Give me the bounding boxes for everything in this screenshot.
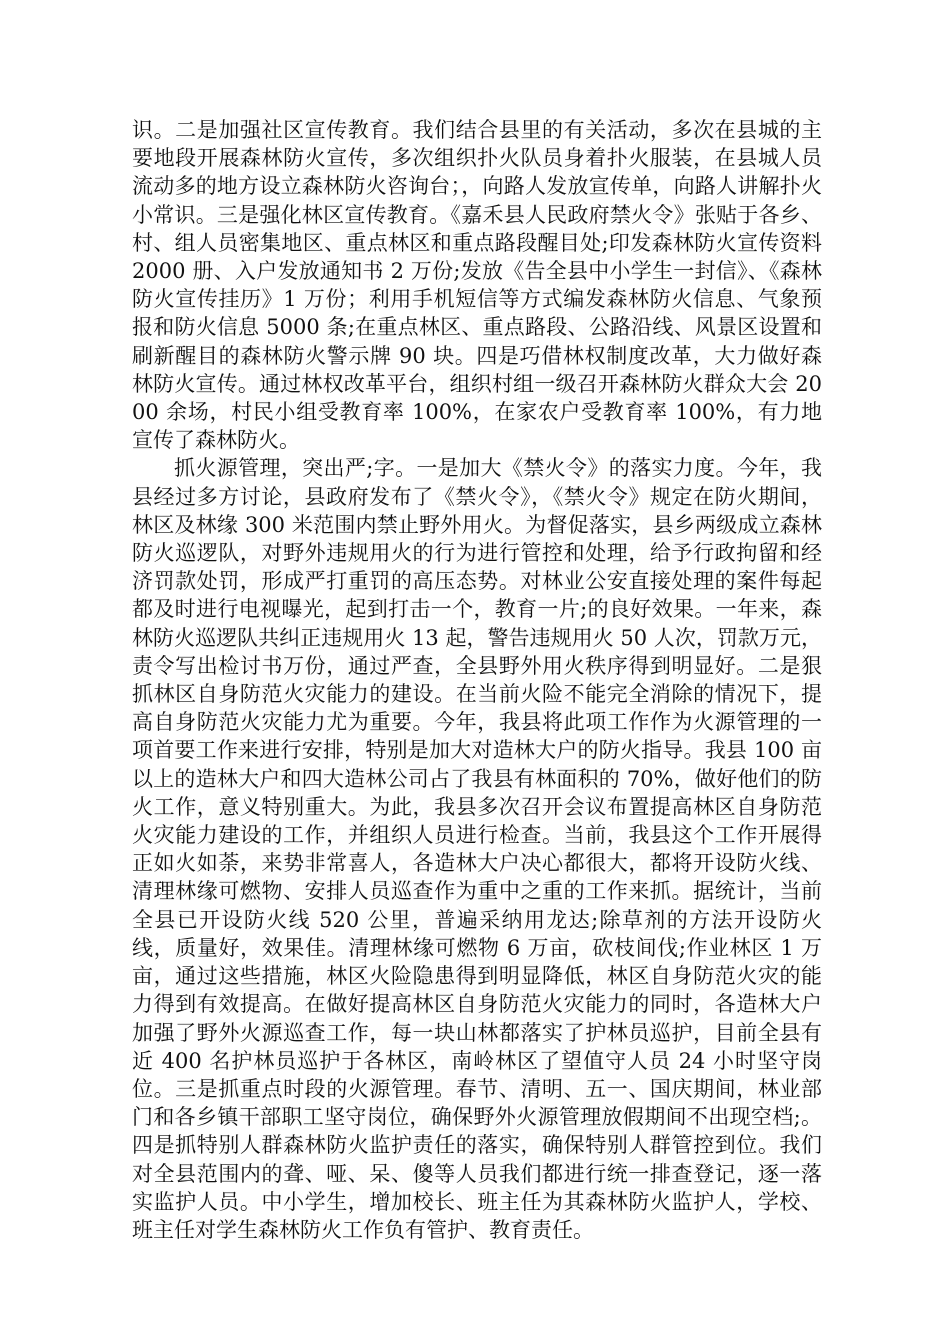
- document-page: [132, 116, 822, 1244]
- paragraph-publicity: 识。二是加强社区宣传教育。我们结合县里的有关活动，多次在县城的主要地段开展森林防火宣传，多次组织扑火队员身着扑火服装，在县城人员流动多的地方设立森林防火咨询台；，向路人发放宣传单，向路人讲解扑火小常识。三是强化林区宣传教育。《嘉禾县人民政府禁火令》张贴于各乡、村、组人员密集地区、重点林区和重点路段醒目处;印发森林防火宣传资料 2000 册、入户发放通知书 2 万份;发放《告全县中小学生一封信》、《森林防火宣传挂历》1 万份；利用手机短信等方式编发森林防火信息、气象预报和防火信息 5000 条;在重点林区、重点路段、公路沿线、风景区设置和刷新醒目的森林防火警示牌 90 块。四是巧借林权制度改革，大力做好森林防火宣传。通过林权改革平台，组织村组一级召开森林防火群众大会 2000 余场，村民小组受教育率 100%，在家农户受教育率 100%，有力地宣传了森林防火。: [132, 118, 822, 453]
- paragraph-fire-source-management: 抓火源管理，突出严;字。一是加大《禁火令》的落实力度。今年，我县经过多方讨论，县政府发布了《禁火令》，《禁火令》规定在防火期间，林区及林缘 300 米范围内禁止野外用火。为督促落实，县乡两级成立森林防火巡逻队，对野外违规用火的行为进行管控和处理，给予行政拘留和经济罚款处罚，形成严打重罚的高压态势。对林业公安直接处理的案件每起都及时进行电视曝光，起到打击一个，教育一片;的良好效果。一年来，森林防火巡逻队共纠正违规用火 13 起，警告违规用火 50 人次，罚款万元，责令写出检讨书万份，通过严查，全县野外用火秩序得到明显好。二是狠抓林区自身防范火灾能力的建设。在当前火险不能完全消除的情况下，提高自身防范火灾能力尤为重要。今年，我县将此项工作作为火源管理的一项首要工作来进行安排，特别是加大对造林大户的防火指导。我县 100 亩以上的造林大户和四大造林公司占了我县有林面积的 70%，做好他们的防火工作，意义特别重大。为此，我县多次召开会议布置提高林区自身防范火灾能力建设的工作，并组织人员进行检查。当前，我县这个工作开展得正如火如荼，来势非常喜人，各造林大户决心都很大，都将开设防火线、清理林缘可燃物、安排人员巡查作为重中之重的工作来抓。据统计，当前全县已开设防火线 520 公里，普遍采纳用龙达;除草剂的方法开设防火线，质量好，效果佳。清理林缘可燃物 6 万亩，砍枝间伐;作业林区 1 万亩，通过这些措施，林区火险隐患得到明显降低，林区自身防范火灾的能力得到有效提高。在做好提高林区自身防范火灾能力的同时，各造林大户加强了野外火源巡查工作，每一块山林都落实了护林员巡护，目前全县有近 400 名护林员巡护于各林区，南岭林区了望值守人员 24 小时坚守岗位。三是抓重点时段的火源管理。春节、清明、五一、国庆期间，林业部门和各乡镇干部职工坚守岗位，确保野外火源管理放假期间不出现空档;。四是抓特别人群森林防火监护责任的落实，确保特别人群管控到位。我们对全县范围内的聋、哑、呆、傻等人员我们都进行统一排查登记，逐一落实监护人员。中小学生，增加校长、班主任为其森林防火监护人，学校、班主任对学生森林防火工作负有管护、教育责任。: [132, 456, 822, 1242]
